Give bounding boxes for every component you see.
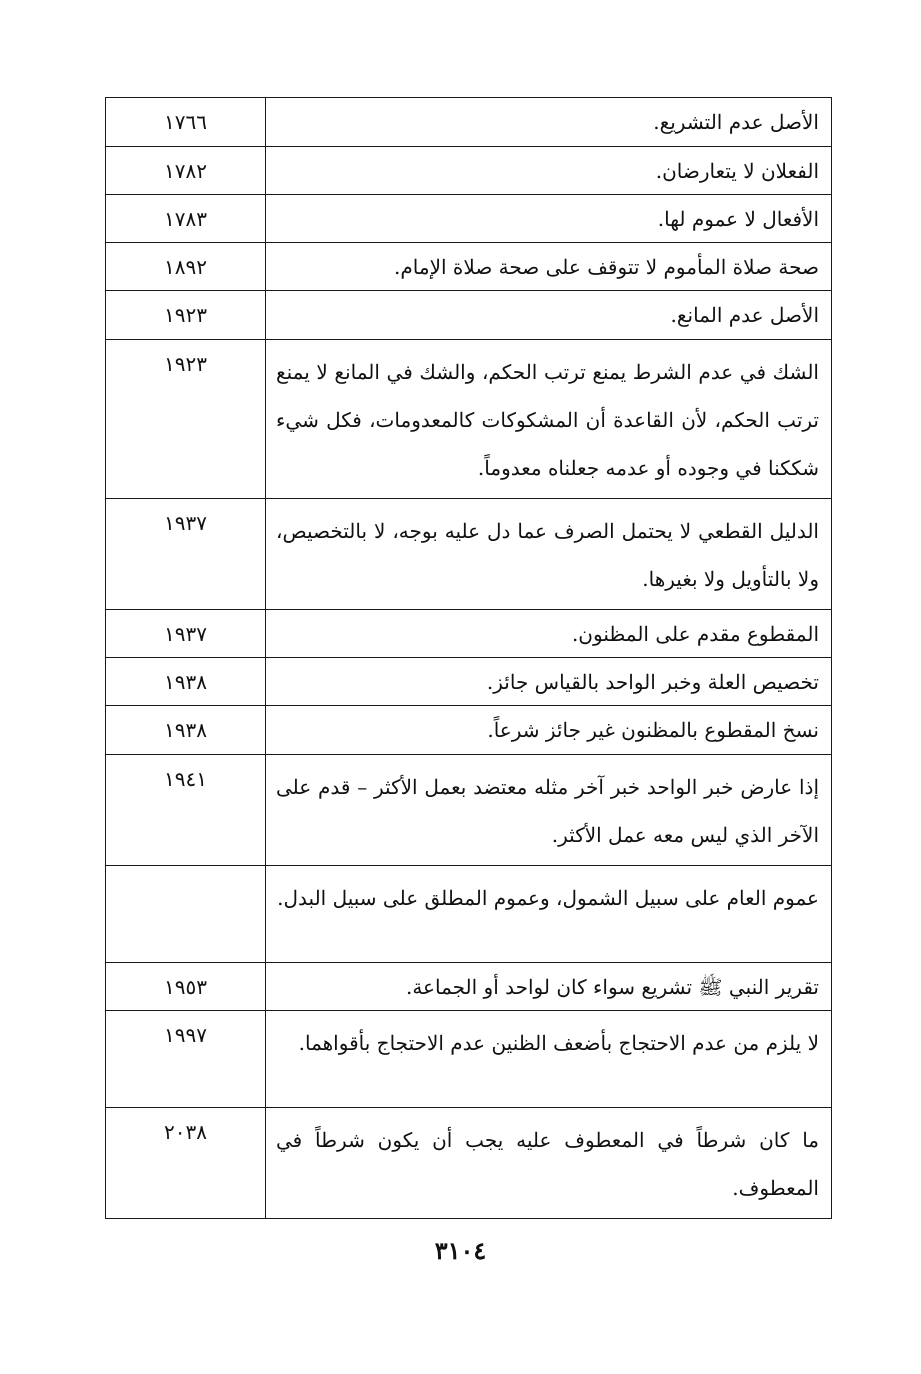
rules-index-table: [105, 97, 832, 1219]
page-reference: ١٩٣٧: [106, 499, 266, 610]
table-row: [106, 755, 832, 866]
table-row: [106, 147, 832, 195]
rule-text: إذا عارض خبر الواحد خبر آخر مثله معتضد بعمل الأكثر – قدم على الآخر الذي ليس معه عمل الأكثر.: [266, 755, 832, 866]
rules-index-body: [106, 98, 832, 1219]
page-reference: ١٩٣٧: [106, 610, 266, 658]
rule-text: عموم العام على سبيل الشمول، وعموم المطلق على سبيل البدل.: [266, 866, 832, 963]
rule-text: الأفعال لا عموم لها.: [266, 195, 832, 243]
rule-text: لا يلزم من عدم الاحتجاج بأضعف الظنين عدم الاحتجاج بأقواهما.: [266, 1011, 832, 1108]
page-reference: ١٩٩٧: [106, 1011, 266, 1108]
page-reference: ١٩٣٨: [106, 706, 266, 755]
page-reference: ١٩٢٣: [106, 340, 266, 499]
page-number: ٣١٠٤: [434, 1236, 487, 1265]
page-reference: ١٩٣٨: [106, 658, 266, 706]
rule-text: تقرير النبي ﷺ تشريع سواء كان لواحد أو الجماعة.: [266, 963, 832, 1011]
page-reference: ٢٠٣٨: [106, 1108, 266, 1219]
table-row: [106, 340, 832, 499]
rule-text: الدليل القطعي لا يحتمل الصرف عما دل عليه بوجه، لا بالتخصيص، ولا بالتأويل ولا بغيرها.: [266, 499, 832, 610]
page-reference: ١٨٩٢: [106, 243, 266, 291]
rule-text: الأصل عدم المانع.: [266, 291, 832, 340]
table-row: [106, 706, 832, 755]
table-row: [106, 1011, 832, 1108]
rule-text: صحة صلاة المأموم لا تتوقف على صحة صلاة الإمام.: [266, 243, 832, 291]
rule-text: ما كان شرطاً في المعطوف عليه يجب أن يكون شرطاً في المعطوف.: [266, 1108, 832, 1219]
table-row: [106, 610, 832, 658]
table-row: [106, 499, 832, 610]
page-reference: ١٩٤١: [106, 755, 266, 866]
page-reference: ١٧٨٢: [106, 147, 266, 195]
page-reference: [106, 866, 266, 963]
table-row: [106, 291, 832, 340]
page-reference: ١٩٥٣: [106, 963, 266, 1011]
page-reference: ١٧٦٦: [106, 98, 266, 147]
table-row: [106, 866, 832, 963]
table-row: [106, 98, 832, 147]
page-reference: ١٧٨٣: [106, 195, 266, 243]
rule-text: المقطوع مقدم على المظنون.: [266, 610, 832, 658]
table-row: [106, 1108, 832, 1219]
rule-text: الشك في عدم الشرط يمنع ترتب الحكم، والشك في المانع لا يمنع ترتب الحكم، لأن القاعدة أن المشكوكات كالمعدومات، فكل شيء شككنا في وجوده أو عدمه جعلناه معدوماً.: [266, 340, 832, 499]
table-row: [106, 195, 832, 243]
table-row: [106, 963, 832, 1011]
table-row: [106, 243, 832, 291]
rule-text: تخصيص العلة وخبر الواحد بالقياس جائز.: [266, 658, 832, 706]
rule-text: الأصل عدم التشريع.: [266, 98, 832, 147]
page-reference: ١٩٢٣: [106, 291, 266, 340]
table-row: [106, 658, 832, 706]
rule-text: نسخ المقطوع بالمظنون غير جائز شرعاً.: [266, 706, 832, 755]
rule-text: الفعلان لا يتعارضان.: [266, 147, 832, 195]
